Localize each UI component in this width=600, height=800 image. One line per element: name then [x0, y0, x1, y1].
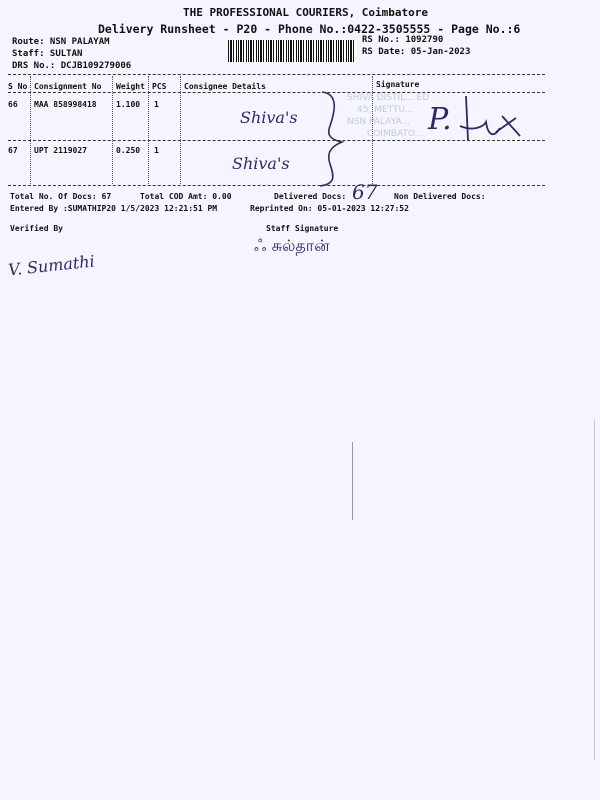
stamp-line: 45, METTU...: [357, 105, 414, 115]
row-sno: 66: [8, 100, 18, 109]
reprinted-on: Reprinted On: 05-01-2023 12:27:52: [250, 204, 409, 213]
row-weight: 0.250: [116, 146, 141, 155]
col-sno: S No: [8, 82, 28, 91]
col-consignment: Consignment No: [34, 82, 102, 91]
staff-signature-label: Staff Signature: [266, 224, 339, 233]
col-consignee: Consignee Details: [184, 82, 266, 91]
row-consignment: MAA 858998418: [34, 100, 97, 109]
col-pcs: PCS: [152, 82, 167, 91]
col-signature: Signature: [376, 80, 420, 89]
barcode-image: [228, 40, 356, 62]
handwritten-brace: [312, 88, 348, 188]
receiver-signature: P.: [428, 102, 452, 137]
handwritten-consignee: Shiva's: [232, 154, 290, 173]
delivered-count-handwritten: 67: [352, 180, 378, 204]
verifier-signature: V. Sumathi: [7, 251, 96, 280]
total-docs: Total No. Of Docs: 67: [10, 192, 112, 201]
runsheet-subtitle: Delivery Runsheet - P20 - Phone No.:0422-3505555 - Page No.:6: [98, 22, 521, 36]
row-sno: 67: [8, 146, 18, 155]
receiver-signature-scrawl: [456, 92, 526, 148]
staff-signature: ஃ சுல்தான்: [254, 236, 330, 255]
scan-artifact: [594, 420, 595, 760]
total-cod: Total COD Amt: 0.00: [140, 192, 232, 201]
row-consignment: UPT 2119027: [34, 146, 87, 155]
non-delivered-docs: Non Delivered Docs:: [394, 192, 486, 201]
table-top-rule: [8, 74, 545, 75]
route-label: Route: NSN PALAYAM: [12, 37, 110, 47]
entered-by: Entered By :SUMATHIP20 1/5/2023 12:21:51 PM: [10, 204, 218, 213]
company-title: THE PROFESSIONAL COURIERS, Coimbatore: [183, 6, 429, 19]
delivered-docs: Delivered Docs:: [274, 192, 347, 201]
rs-number: RS No.: 1092790: [362, 35, 444, 45]
stamp-line: COIMBATO...: [367, 129, 424, 139]
stamp-line: SHIVA DISTIL... ED: [347, 93, 430, 103]
staff-label: Staff: SULTAN: [12, 49, 83, 59]
verified-by-label: Verified By: [10, 224, 63, 233]
row-pcs: 1: [154, 146, 159, 155]
scan-artifact: [352, 442, 353, 520]
table-bottom-rule: [8, 185, 545, 186]
drs-number: DRS No.: DCJB109279006: [12, 61, 132, 71]
stamp-line: NSN PALAYA...: [347, 117, 411, 127]
rs-date: RS Date: 05-Jan-2023: [362, 47, 471, 57]
handwritten-consignee: Shiva's: [240, 108, 298, 127]
row-weight: 1.100: [116, 100, 141, 109]
row-pcs: 1: [154, 100, 159, 109]
col-weight: Weight: [116, 82, 145, 91]
